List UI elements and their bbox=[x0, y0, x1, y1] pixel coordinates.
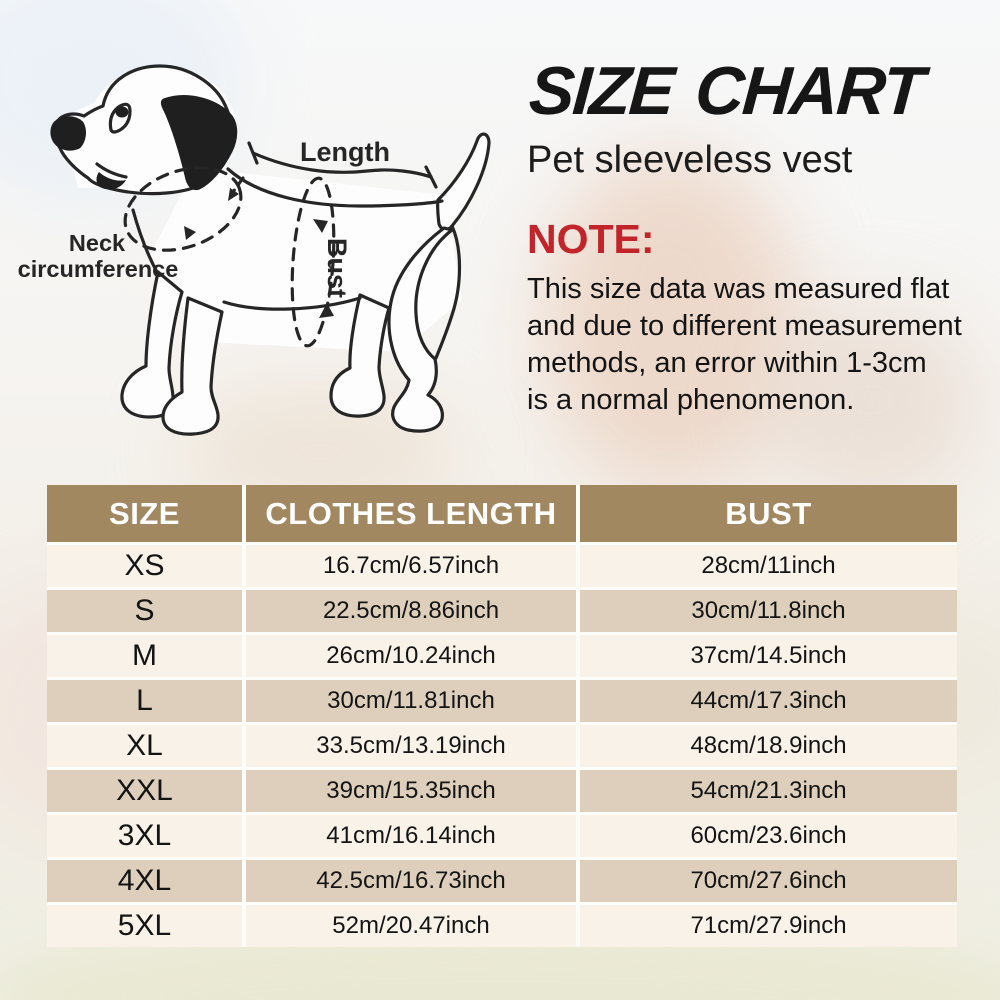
note-line: is a normal phenomenon. bbox=[527, 383, 855, 416]
value-cell: 42.5cm/16.73inch bbox=[246, 860, 576, 902]
value-cell: 26cm/10.24inch bbox=[246, 635, 576, 677]
note-label: NOTE: bbox=[527, 215, 655, 262]
value-cell: 44cm/17.3inch bbox=[580, 680, 957, 722]
note-line: methods, an error within 1-3cm bbox=[527, 346, 927, 379]
size-cell: XS bbox=[47, 545, 242, 587]
length-label: Length bbox=[300, 137, 390, 167]
note-text bbox=[527, 271, 967, 419]
value-cell: 28cm/11inch bbox=[580, 545, 957, 587]
value-cell: 37cm/14.5inch bbox=[580, 635, 957, 677]
size-cell: XXL bbox=[47, 770, 242, 812]
page-title: SIZE CHART bbox=[526, 53, 925, 129]
value-cell: 33.5cm/13.19inch bbox=[246, 725, 576, 767]
neck-label-line2: circumference bbox=[17, 256, 179, 282]
size-cell: 3XL bbox=[47, 815, 242, 857]
size-cell: S bbox=[47, 590, 242, 632]
size-cell: XL bbox=[47, 725, 242, 767]
value-cell: 39cm/15.35inch bbox=[246, 770, 576, 812]
size-table bbox=[47, 485, 957, 947]
size-cell: L bbox=[47, 680, 242, 722]
value-cell: 60cm/23.6inch bbox=[580, 815, 957, 857]
dog-pupil bbox=[116, 107, 129, 118]
value-cell: 48cm/18.9inch bbox=[580, 725, 957, 767]
value-cell: 54cm/21.3inch bbox=[580, 770, 957, 812]
size-cell: M bbox=[47, 635, 242, 677]
column-header-clothes-length: CLOTHES LENGTH bbox=[246, 485, 576, 542]
value-cell: 71cm/27.9inch bbox=[580, 905, 957, 947]
value-cell: 22.5cm/8.86inch bbox=[246, 590, 576, 632]
dog-front-far-leg bbox=[122, 272, 182, 417]
dog-tail bbox=[438, 134, 489, 230]
value-cell: 30cm/11.81inch bbox=[246, 680, 576, 722]
value-cell: 70cm/27.6inch bbox=[580, 860, 957, 902]
title-block bbox=[526, 53, 967, 419]
value-cell: 41cm/16.14inch bbox=[246, 815, 576, 857]
page-subtitle: Pet sleeveless vest bbox=[527, 138, 853, 181]
column-header-size: SIZE bbox=[47, 485, 242, 542]
note-line: and due to different measurement bbox=[527, 309, 962, 342]
column-header-bust: BUST bbox=[580, 485, 957, 542]
size-cell: 4XL bbox=[47, 860, 242, 902]
bust-label: Bust bbox=[322, 238, 352, 298]
size-cell: 5XL bbox=[47, 905, 242, 947]
value-cell: 52m/20.47inch bbox=[246, 905, 576, 947]
neck-label-line1: Neck bbox=[68, 230, 126, 256]
value-cell: 30cm/11.8inch bbox=[580, 590, 957, 632]
dog-nose bbox=[52, 118, 84, 149]
note-line: This size data was measured flat bbox=[527, 272, 950, 305]
value-cell: 16.7cm/6.57inch bbox=[246, 545, 576, 587]
